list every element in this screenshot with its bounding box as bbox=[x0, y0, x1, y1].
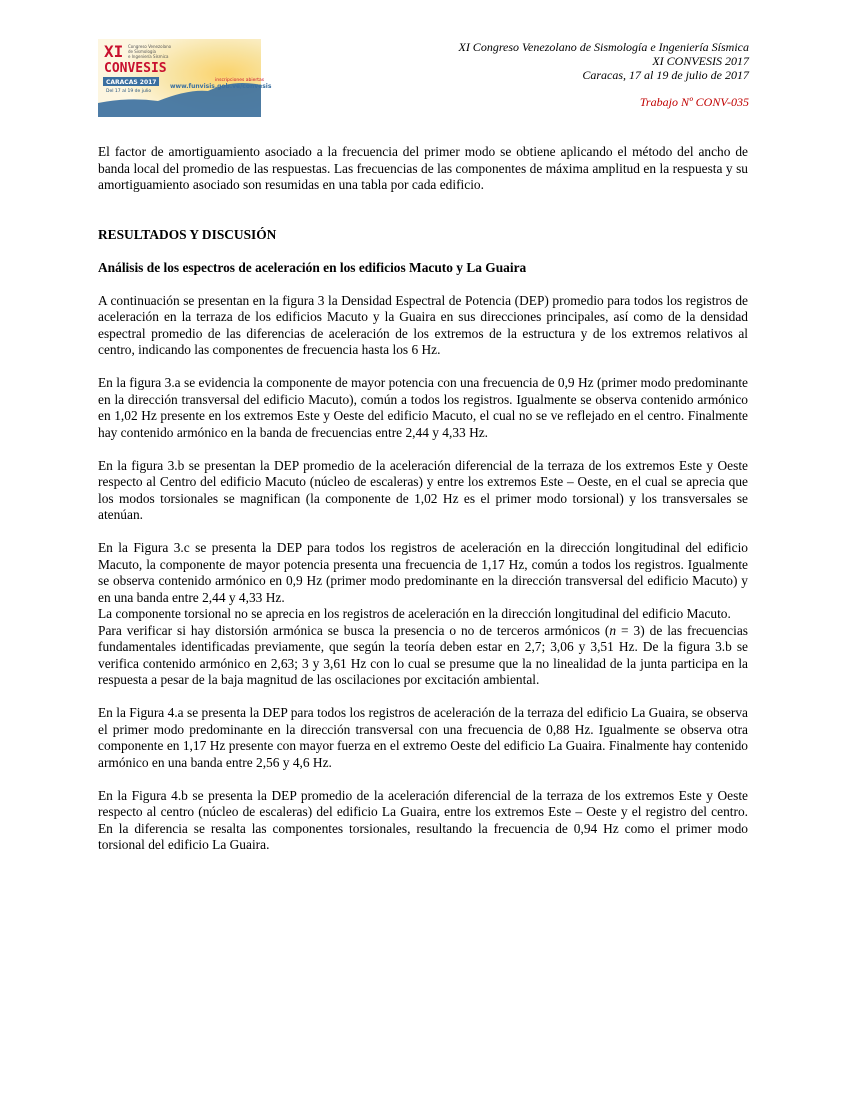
page-header bbox=[458, 40, 749, 109]
logo-name: CONVESIS bbox=[104, 61, 167, 76]
header-edition: XI CONVESIS 2017 bbox=[652, 54, 749, 68]
paragraph-7: En la Figura 4.a se presenta la DEP para todos los registros de aceleración de la terraza del edificio La Guaira, se observa el primer modo predominante en la dirección transversal con una frecuencia de 0,88 Hz. Igualmente se observa otra componente en 1,17 Hz presente con mayor fuerza en el extremo Oeste del edificio La Guaira. Finalmente hay contenido armónico en una banda entre 2,56 y 4,6 Hz. bbox=[98, 705, 748, 770]
registration-text: inscripciones abiertas bbox=[215, 78, 265, 83]
website-text: www.funvisis.gob.ve/convesis bbox=[170, 83, 272, 90]
harmonic-variable: n bbox=[609, 622, 617, 638]
paragraph-2: En la figura 3.a se evidencia la componente de mayor potencia con una frecuencia de 0,9 Hz (primer modo predominante en la dirección transversal del edificio Macuto), común a todos los registros. Igualmente se observa contenido armónico en 1,02 Hz presente en los extremos Este y Oeste del edificio Macuto, el cual no se ve reflejado en el centro. Finalmente hay contenido armónico en la banda de frecuencias entre 2,44 y 4,33 Hz. bbox=[98, 375, 748, 440]
paragraph-8: En la Figura 4.b se presenta la DEP promedio de la aceleración diferencial de la terraza de los extremos Este y Oeste respecto al centro (núcleo de escaleras) del edificio La Guaira, entre los extremos Este – Oeste y el registro del centro. En la diferencia se resalta las componentes torsionales, resultando la frecuencia de 0,94 Hz como el primer modo torsional del edificio La Guaira. bbox=[98, 787, 748, 852]
conference-logo bbox=[98, 39, 272, 117]
logo-subtitle-1: Congreso Venezolano bbox=[128, 44, 172, 49]
header-congress: XI Congreso Venezolano de Sismología e Ingeniería Sísmica bbox=[458, 40, 749, 54]
paragraph-5: La componente torsional no se aprecia en los registros de aceleración en la dirección longitudinal del edificio Macuto. bbox=[98, 606, 731, 621]
paper-body bbox=[98, 144, 748, 854]
logo-subtitle-3: e Ingeniería Sísmica bbox=[128, 54, 169, 59]
paragraph-6-part-b: = 3) de las frecuencias fundamentales identificadas previamente, que según la teoría deben estar en 2,7; 3,06 y 3,51 Hz. De la figura 3.b se verifica contenido armónico en 2,63; 3 y 3,61 Hz con lo cual se presume que la no linealidad de la junta participa en la respuesta a pesar de la baja magnitud de las oscilaciones por excitación ambiental. bbox=[98, 622, 748, 687]
city-badge-text: CARACAS 2017 bbox=[106, 79, 157, 86]
paragraph-intro: El factor de amortiguamiento asociado a la frecuencia del primer modo se obtiene aplicando el método del ancho de banda local del promedio de las respuestas. Las frecuencias de las componentes de máxima amplitud en la respuesta y su amortiguamiento asociado son resumidas en una tabla por cada edificio. bbox=[98, 144, 748, 192]
date-badge-text: Del 17 al 19 de julio bbox=[106, 89, 152, 94]
paragraph-1: A continuación se presentan en la figura 3 la Densidad Espectral de Potencia (DEP) promedio para todos los registros de aceleración en la terraza de los edificios Macuto y la Guaira en sus direcciones principales, así como de la densidad espectral promedio de las diferencias de aceleración de los extremos de la estructura y de los extremos relativos al centro, indicando las componentes de frecuencia hasta los 6 Hz. bbox=[98, 292, 748, 357]
paragraph-3: En la figura 3.b se presentan la DEP promedio de la aceleración diferencial de la terraza de los extremos Este y Oeste respecto al Centro del edificio Macuto (núcleo de escaleras) y entre los extremos Este – Oeste, en el cual se aprecia que los modos torsionales se magnifican (la componente de 1,02 Hz es el primer modo torsional) y los transversales se atenúan. bbox=[98, 457, 748, 522]
subsection-heading-analysis: Análisis de los espectros de aceleración en los edificios Macuto y La Guaira bbox=[98, 259, 527, 275]
paragraph-6-part-a: Para verificar si hay distorsión armónica se busca la presencia o no de terceros armónicos ( bbox=[98, 622, 610, 638]
paragraph-6 bbox=[98, 623, 748, 689]
section-heading-results: RESULTADOS Y DISCUSIÓN bbox=[98, 226, 277, 242]
paper-reference: Trabajo Nº CONV-035 bbox=[639, 95, 749, 109]
paragraph-4: En la Figura 3.c se presenta la DEP para todos los registros de aceleración en la dirección longitudinal del edificio Macuto, la componente de mayor potencia presenta una frecuencia de 1,17 Hz, común a todos los registros. Igualmente se observa contenido armónico en 0,9 Hz (primer modo predominante en la dirección transversal del edificio Macuto) y en una banda entre 2,44 y 4,33 Hz. bbox=[98, 540, 748, 605]
logo-mark: XI bbox=[104, 42, 124, 61]
header-date: Caracas, 17 al 19 de julio de 2017 bbox=[582, 68, 749, 82]
logo-subtitle-2: de Sismología bbox=[128, 49, 157, 54]
